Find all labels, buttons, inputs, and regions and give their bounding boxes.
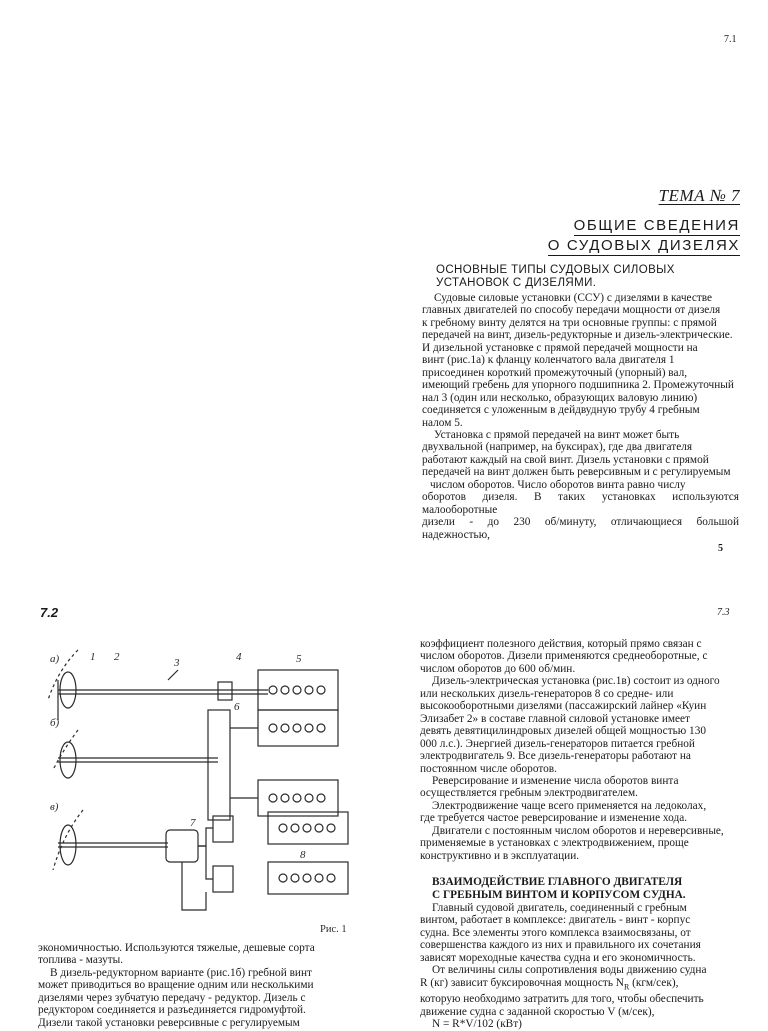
text-line: Дизели такой установки реверсивные с регулируемым: [38, 1016, 300, 1029]
figure-1-propulsion-schemes: [38, 640, 368, 936]
cable-1: [198, 828, 213, 846]
engine-a-cylinders: [269, 686, 325, 694]
section1-text: [422, 292, 739, 541]
page-number-7-2: 7.2: [40, 605, 59, 620]
propulsion-motor: [166, 830, 198, 862]
text-line: винт (рис.1а) к фланцу коленчатого вала двигателя 1: [422, 354, 675, 367]
text-line: присоединен короткий промежуточный (упорный) вал,: [422, 366, 688, 379]
title-line-1: ОБЩИЕ СВЕДЕНИЯ: [573, 217, 740, 234]
page-title: [548, 216, 740, 256]
fig-num-3: 3: [174, 657, 180, 669]
text-line: коэффициент полезного действия, который прямо связан с: [420, 638, 702, 650]
text-line: зависят мореходные качества судна и его экономичность.: [420, 951, 696, 964]
text-line: налом 5.: [422, 416, 463, 429]
engine-b1: [258, 710, 338, 746]
text-line: соединяется с уложенным в дейдвудную трубу 4 гребным: [422, 404, 700, 417]
text-line: передачей на винт должен быть реверсивным и с регулируемым: [422, 466, 731, 479]
text-line: редуктором соединяется и разъединяется гидромуфтой.: [38, 1004, 306, 1017]
tema-label: ТЕМА № 7: [658, 186, 740, 205]
text-fragment: (кгм/сек),: [629, 976, 679, 989]
text-line: И дизельной установке с прямой передачей мощности на: [422, 341, 698, 354]
text-line: Элизабет 2» в составе главной силовой установке имеет: [420, 712, 690, 725]
section2-heading-line-2: С ГРЕБНЫМ ВИНТОМ И КОРПУСОМ СУДНА.: [432, 888, 686, 901]
text-line: может приводиться во вращение одним или несколькими: [38, 979, 314, 992]
leader-3: [168, 670, 178, 680]
fig-num-1: 1: [90, 651, 96, 663]
text-line: конструктивно и в эксплуатации.: [420, 849, 580, 862]
text-line: Реверсирование и изменение числа оборотов винта: [432, 774, 679, 787]
text-line: двухвальной (например, на буксирах), где два двигателя: [422, 441, 693, 454]
text-line: главных двигателей по способу передачи мощности от дизеля: [422, 304, 721, 317]
propeller-v: [60, 825, 76, 865]
page-number-5: 5: [718, 543, 723, 554]
fig-label-b: б): [50, 717, 60, 729]
engine-b-cylinders: [269, 724, 325, 802]
text-line: винтом, работает в комплексе: двигатель - винт - корпус: [420, 914, 691, 927]
text-line: Двигатели с постоянным числом оборотов и нереверсивные,: [432, 824, 724, 837]
text-line: Дизель-электрическая установка (рис.1в) состоит из одного: [432, 675, 720, 688]
text-line: Установка с прямой передачей на винт может быть: [434, 428, 680, 441]
page-number-7-1: 7.1: [724, 34, 737, 45]
engine-v1: [268, 812, 348, 844]
text-line: [420, 977, 732, 994]
text-line: движение судна с заданной скоростью V (м/сек),: [420, 1005, 655, 1018]
propeller-b: [60, 742, 76, 778]
fig-num-4: 4: [236, 651, 242, 663]
text-line: 000 л.с.). Энергией дизель-генераторов питается гребной: [420, 737, 695, 750]
text-line: совершенства каждого из них и правильного их сочетания: [420, 939, 701, 952]
figure-1-drawing: [38, 640, 368, 936]
engine-b2: [258, 780, 338, 816]
text-line: В дизель-редукторном варианте (рис.1б) гребной винт: [50, 966, 312, 979]
text-line: N = R*V/102 (кВт): [432, 1018, 522, 1031]
text-line: электродвигатель 9. Все дизель-генераторы работают на: [420, 750, 691, 763]
text-line: судна. Все элементы этого комплекса взаимосвязаны, от: [420, 926, 691, 939]
fig-num-2: 2: [114, 651, 120, 663]
text-line: дизелями через зубчатую передачу - редуктор. Дизель с: [38, 991, 306, 1004]
text-line: числом оборотов. Число оборотов винта равно числу: [430, 478, 686, 491]
section-heading-line-1: ОСНОВНЫЕ ТИПЫ СУДОВЫХ СИЛОВЫХ: [436, 264, 675, 276]
fig-num-7: 7: [190, 817, 196, 829]
text-line: применяемые в установках с электродвижением, проще: [420, 837, 689, 850]
figure-caption: Рис. 1: [320, 924, 347, 935]
text-fragment: R (кг) зависит буксировочная мощность N: [420, 976, 624, 989]
text-line: От величины силы сопротивления воды движению судна: [432, 964, 707, 977]
section-heading: [436, 264, 675, 290]
fig-num-6: 6: [234, 701, 240, 713]
subscript: R: [623, 981, 630, 991]
text-line: осуществляется гребным электродвигателем.: [420, 787, 638, 800]
control-line: [182, 862, 206, 910]
fig-label-v: в): [50, 801, 59, 813]
text-line: имеющий гребень для упорного подшипника 2. Промежуточный: [422, 379, 734, 392]
text-line: числом оборотов. Дизели применяются среднеоборотные, с: [420, 650, 708, 663]
text-line: числом оборотов до 600 об/мин.: [420, 662, 576, 675]
page-number-7-3: 7.3: [717, 607, 730, 618]
text-line: высокооборотными дизелями (пассажирский лайнер «Куин: [420, 700, 707, 713]
left-column-text: [38, 942, 354, 1029]
text-line: Главный судовой двигатель, соединенный с гребным: [432, 902, 687, 914]
engine-v2: [268, 862, 348, 894]
text-line: нал 3 (один или несколько, образующих валовую линию): [422, 391, 698, 404]
text-line: оборотов дизеля. В таких установках используются малооборотные: [422, 491, 739, 516]
engine-a: [258, 670, 338, 710]
thrust-bearing-a: [218, 682, 232, 700]
fig-num-8: 8: [300, 849, 306, 861]
hull-line-v: [53, 810, 83, 870]
text-line: девять девятицилиндровых дизелей общей мощностью 130: [420, 725, 706, 738]
section2-heading-line-1: ВЗАИМОДЕЙСТВИЕ ГЛАВНОГО ДВИГАТЕЛЯ: [432, 876, 683, 888]
right-column-text: [420, 638, 732, 862]
text-line: топлива - мазуты.: [38, 954, 124, 967]
text-line: экономичностью. Используются тяжелые, дешевые сорта: [38, 942, 315, 954]
generator-2: [213, 866, 233, 892]
text-line: постоянном числе оборотов.: [420, 762, 557, 775]
text-line: дизели - до 230 об/минуту, отличающиеся большой надежностью,: [422, 516, 739, 541]
text-line: или нескольких дизель-генераторов 8 со средне- или: [420, 687, 674, 700]
section2-text: [420, 902, 732, 1031]
cable-2: [198, 846, 213, 879]
text-line: работают каждый на свой винт. Дизель установки с прямой: [422, 453, 709, 466]
text-line: Судовые силовые установки (ССУ) с дизелями в качестве: [434, 292, 713, 304]
scheme-b: [53, 710, 338, 820]
fig-num-5: 5: [296, 653, 302, 665]
text-line: которую необходимо затратить для того, чтобы обеспечить: [420, 993, 704, 1006]
title-line-2: О СУДОВЫХ ДИЗЕЛЯХ: [547, 237, 740, 254]
text-line: Электродвижение чаще всего применяется на ледоколах,: [432, 799, 707, 812]
text-line: передачей на винт, дизель-редукторные и дизель-электрические.: [422, 329, 733, 342]
section-heading-line-2: УСТАНОВОК С ДИЗЕЛЯМИ.: [436, 277, 597, 289]
section2-heading: [432, 876, 686, 901]
fig-label-a: а): [50, 653, 60, 665]
reduction-gear: [208, 710, 230, 820]
engine-v-cylinders: [279, 824, 335, 882]
text-line: к гребному винту делятся на три основные группы: с прямой: [422, 316, 717, 329]
text-line: где требуется частое реверсирование и изменение хода.: [420, 812, 688, 825]
